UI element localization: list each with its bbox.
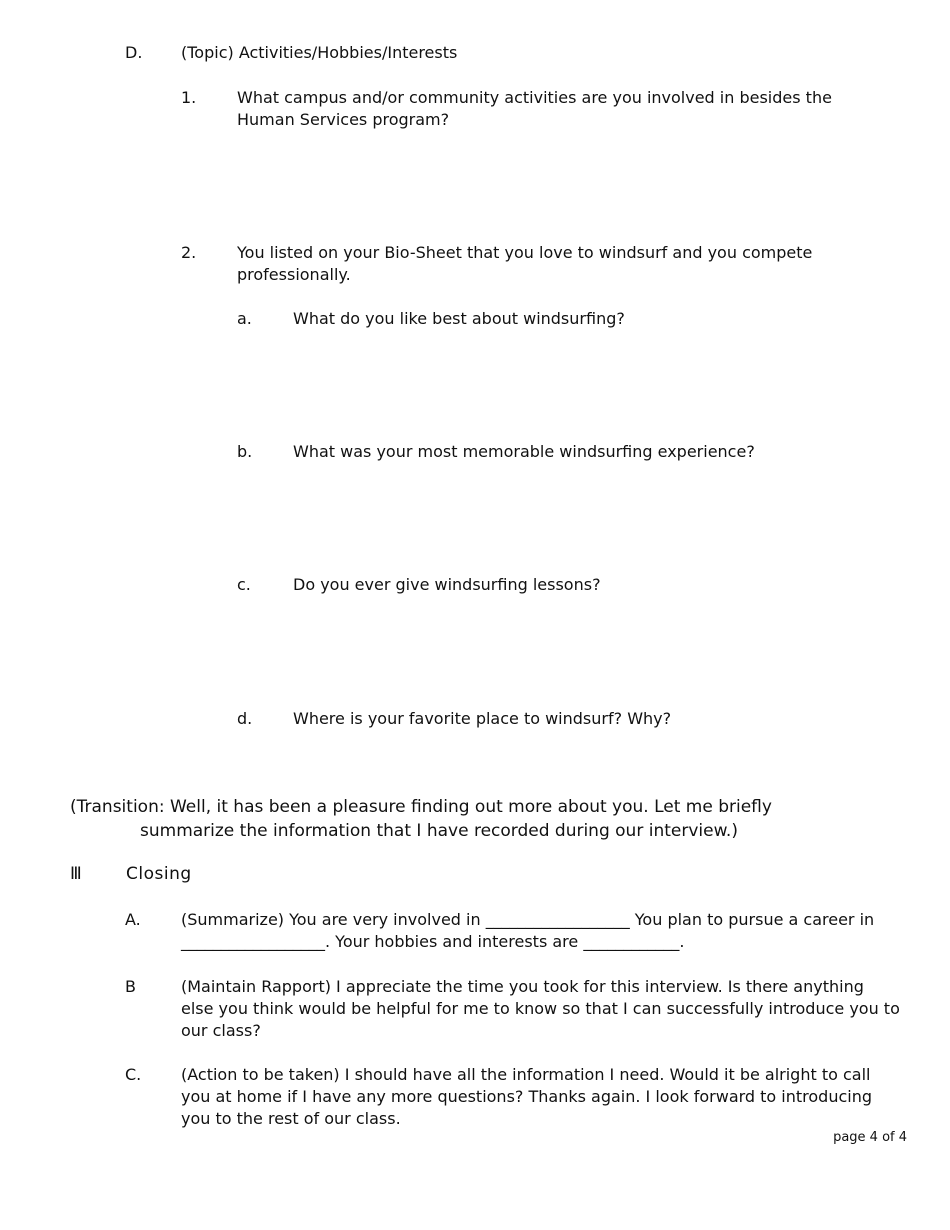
transition-paragraph <box>70 795 870 843</box>
page-number: page 4 of 4 <box>833 1130 907 1145</box>
sub-question-c-marker: c. <box>237 575 251 594</box>
sub-question-b-text: What was your most memorable windsurfing experience? <box>293 442 755 461</box>
question-2-text: You listed on your Bio-Sheet that you love to windsurf and you compete professionally. <box>237 243 813 284</box>
section-d-title: (Topic) Activities/Hobbies/Interests <box>181 43 458 62</box>
closing-item-b-text: (Maintain Rapport) I appreciate the time you took for this interview. Is there anything else you think would be helpful for me to know so that I can successfully introduce you to our class? <box>181 977 900 1040</box>
sub-question-d-text: Where is your favorite place to windsurf? Why? <box>293 709 672 728</box>
question-1-marker: 1. <box>181 88 197 107</box>
sub-question-b-marker: b. <box>237 442 253 461</box>
sub-question-d <box>237 708 897 730</box>
closing-heading <box>70 863 370 885</box>
transition-text: (Transition: Well, it has been a pleasure finding out more about you. Let me briefly summarize the information that I have recorded during our interview.) <box>70 797 772 841</box>
question-2 <box>181 242 831 286</box>
sub-question-c-text: Do you ever give windsurfing lessons? <box>293 575 601 594</box>
section-d-heading <box>125 42 905 64</box>
sub-question-a-text: What do you like best about windsurfing? <box>293 309 625 328</box>
closing-item-a-text: (Summarize) You are very involved in __________________ You plan to pursue a career in __________________. Your hobbies and interests are ____________. <box>181 910 875 951</box>
question-2-marker: 2. <box>181 243 197 262</box>
closing-item-b <box>125 976 900 1042</box>
closing-title: Closing <box>126 864 192 884</box>
sub-question-c <box>237 574 897 596</box>
section-d-marker: D. <box>125 43 143 62</box>
closing-item-c <box>125 1064 900 1130</box>
closing-item-c-marker: C. <box>125 1065 142 1084</box>
question-1-text: What campus and/or community activities are you involved in besides the Human Services program? <box>237 88 832 129</box>
sub-question-b <box>237 441 897 463</box>
closing-item-a <box>125 909 910 953</box>
sub-question-a <box>237 308 897 330</box>
question-1 <box>181 87 893 131</box>
closing-item-c-text: (Action to be taken) I should have all the information I need. Would it be alright to call you at home if I have any more questions? Thanks again. I look forward to introducing you to the rest of our class. <box>181 1065 873 1128</box>
sub-question-d-marker: d. <box>237 709 253 728</box>
closing-roman-numeral: Ⅲ <box>70 864 82 884</box>
closing-item-b-marker: B <box>125 977 136 996</box>
sub-question-a-marker: a. <box>237 309 252 328</box>
closing-item-a-marker: A. <box>125 910 141 929</box>
